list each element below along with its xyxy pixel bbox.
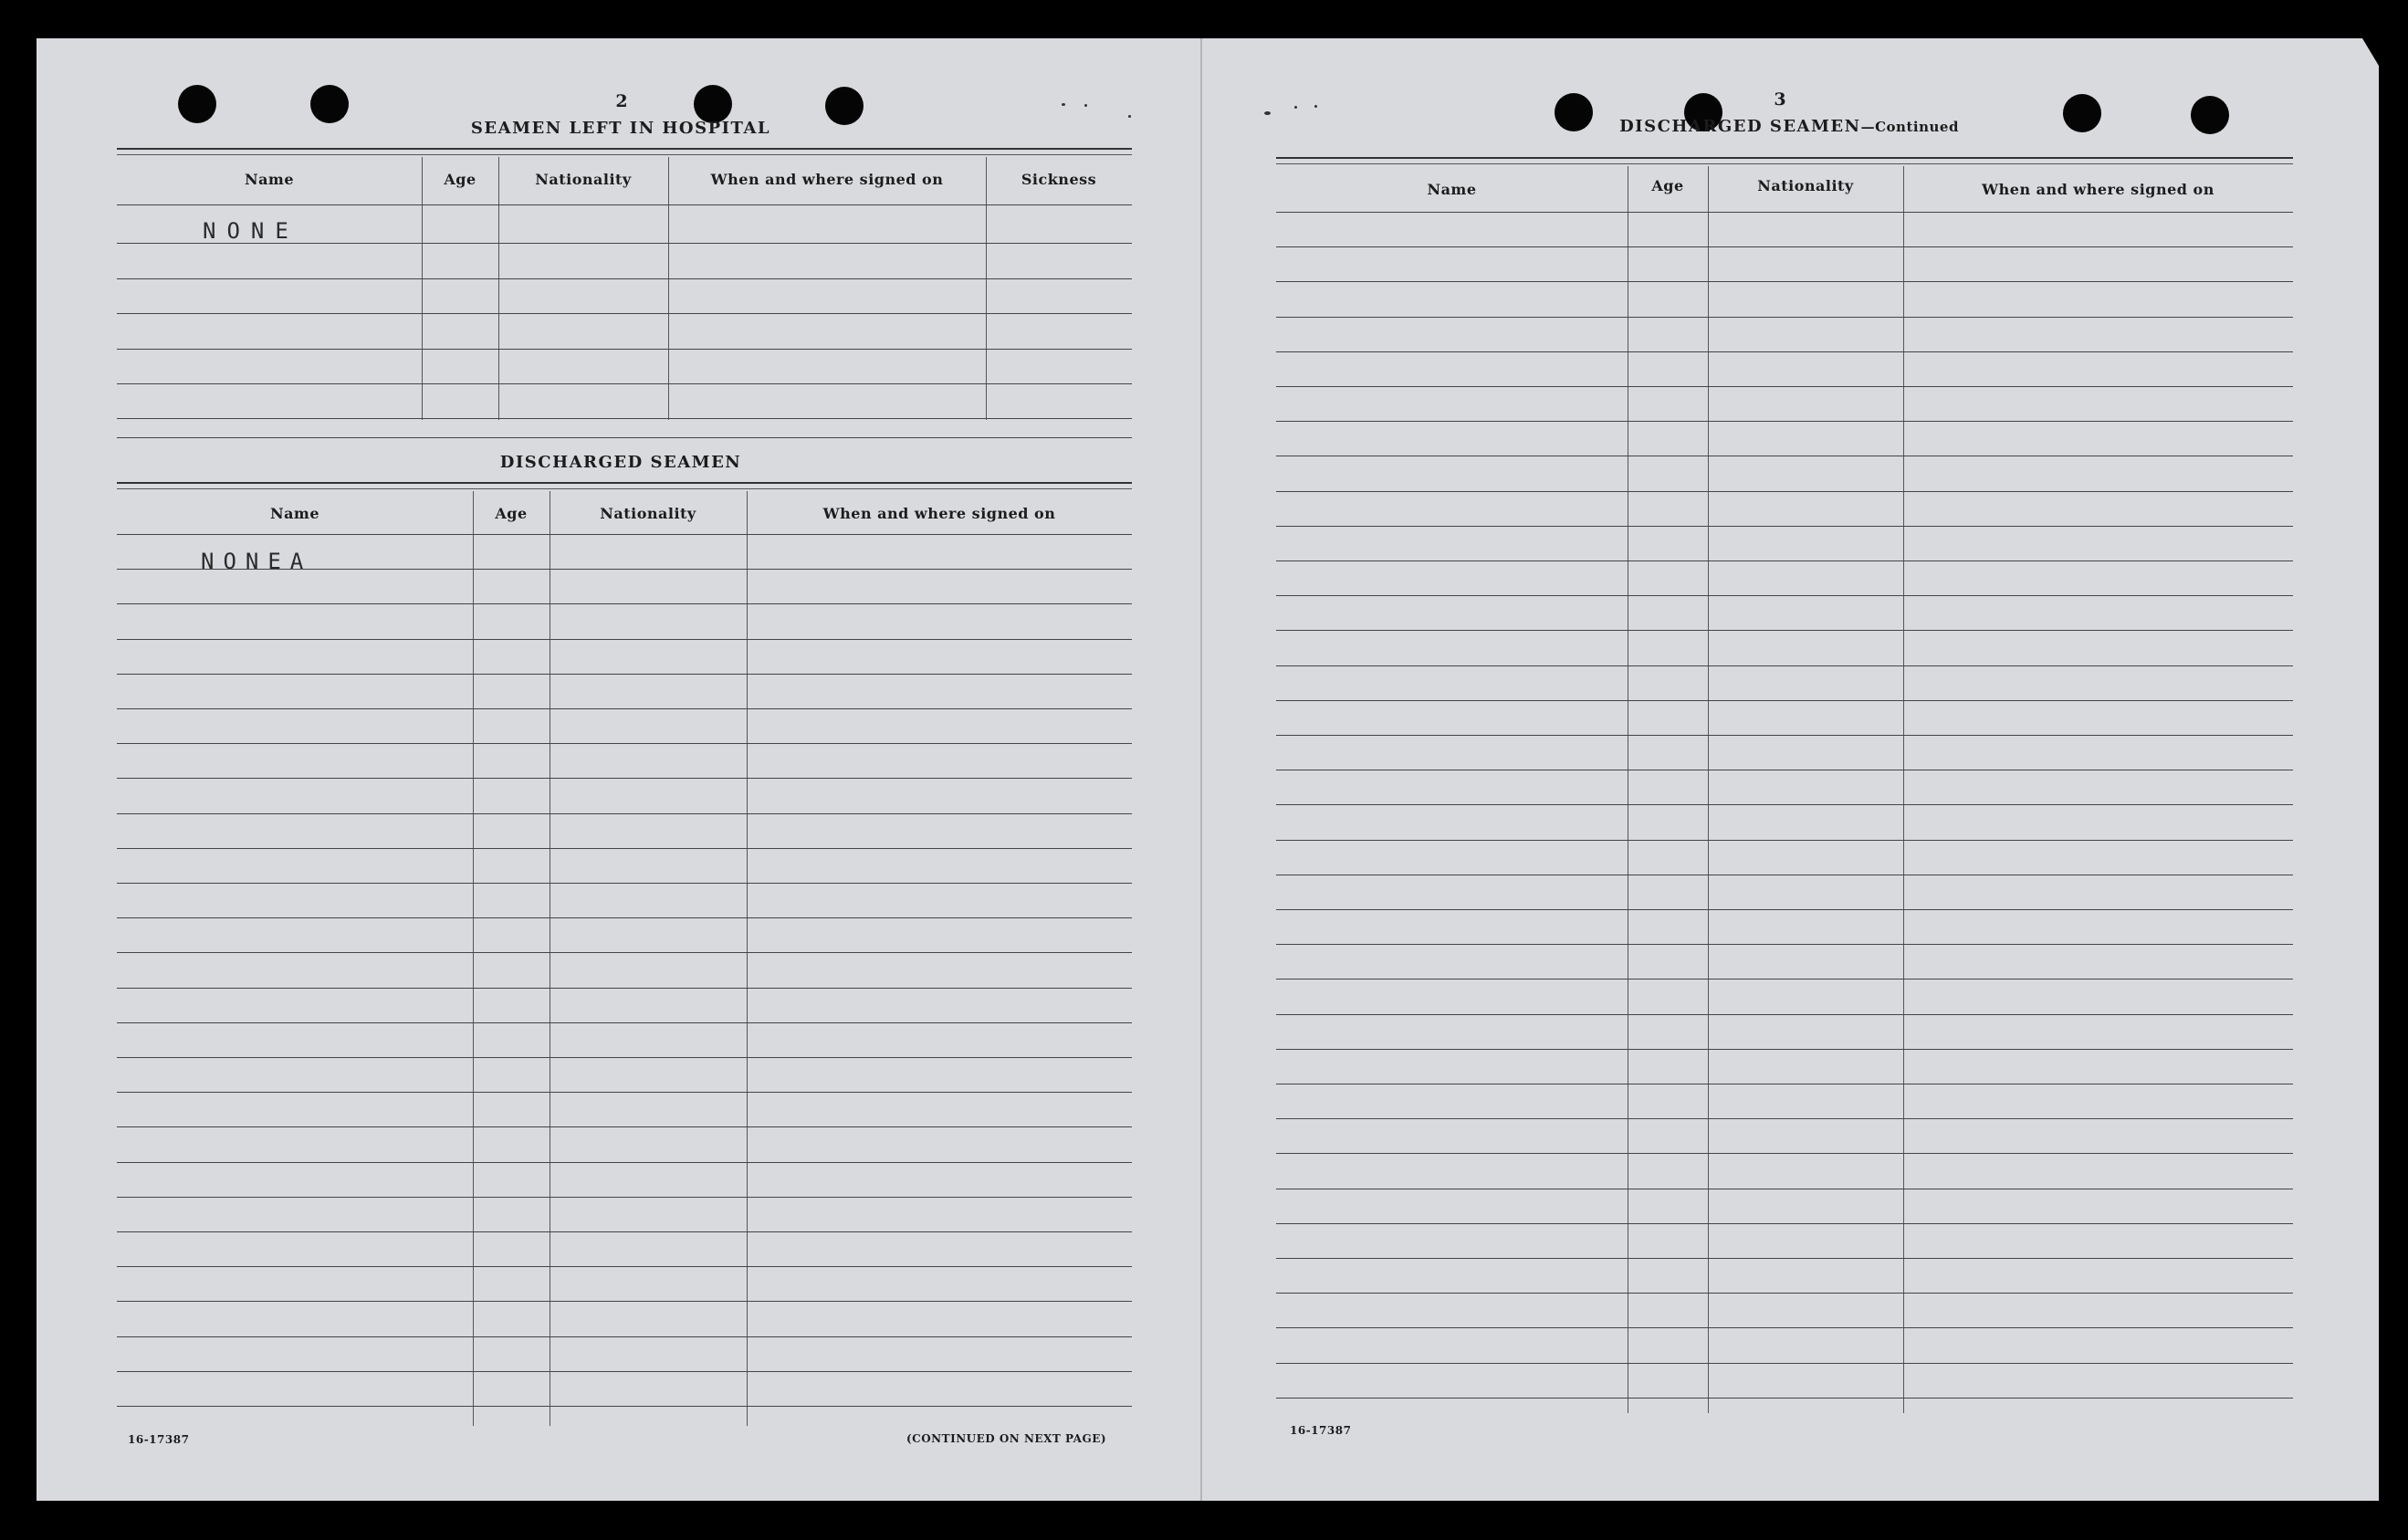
col-header-nationality: Nationality	[535, 171, 632, 188]
table-row-line	[1276, 979, 2293, 980]
table-row-line	[1276, 700, 2293, 701]
table-row-line	[1276, 1293, 2293, 1294]
col-header-name: Name	[1427, 181, 1477, 198]
punch-hole	[694, 85, 732, 123]
table-row-line	[1276, 386, 2293, 387]
table-row-line	[117, 743, 1132, 744]
table-row-line	[1276, 1258, 2293, 1259]
punch-hole	[310, 85, 349, 123]
table-row-line	[117, 708, 1132, 709]
table-row-line	[1276, 595, 2293, 596]
col-header-sickness: Sickness	[1021, 171, 1097, 188]
table-row-line	[1276, 1398, 2293, 1399]
table-row-line	[117, 1022, 1132, 1023]
column-divider	[1903, 166, 1904, 1413]
table-row-line	[1276, 944, 2293, 945]
hospital-entry-none: NONE	[203, 218, 299, 244]
section-rule	[117, 482, 1132, 489]
table-row-line	[1276, 1049, 2293, 1050]
column-divider	[1708, 166, 1709, 1413]
table-row-line	[1276, 909, 2293, 910]
page-fold	[1200, 38, 1202, 1501]
table-row-line	[1276, 1223, 2293, 1224]
column-divider	[986, 157, 987, 420]
discharged-entry-none: NONEA	[201, 549, 313, 574]
col-header-name: Name	[269, 505, 320, 522]
row-line	[117, 204, 1132, 205]
row-line	[117, 349, 1132, 350]
column-divider	[498, 157, 499, 420]
col-header-age: Age	[444, 171, 476, 188]
table-row-line	[1276, 735, 2293, 736]
table-row-line	[1276, 630, 2293, 631]
column-divider	[473, 491, 474, 1426]
continued-note: (CONTINUED ON NEXT PAGE)	[906, 1432, 1107, 1445]
col-header-age: Age	[495, 505, 528, 522]
punch-hole	[178, 85, 216, 123]
col-header-name: Name	[244, 171, 295, 188]
page-number: 3	[1774, 89, 1786, 110]
title-main: DISCHARGED SEAMEN	[1619, 117, 1861, 136]
table-row-line	[117, 883, 1132, 884]
table-row-line	[117, 848, 1132, 849]
table-row-line	[1276, 526, 2293, 527]
page-number: 2	[615, 91, 628, 111]
table-row-line	[117, 917, 1132, 918]
col-header-when-where: When and where signed on	[1982, 181, 2214, 198]
table-row-line	[1276, 246, 2293, 247]
column-divider	[422, 157, 423, 420]
form-number: 16-17387	[128, 1433, 190, 1446]
col-header-nationality: Nationality	[1757, 177, 1854, 194]
table-row-line	[1276, 840, 2293, 841]
table-row-line	[117, 1197, 1132, 1198]
table-row-line	[117, 1231, 1132, 1232]
col-header-age: Age	[1651, 177, 1684, 194]
table-row-line	[1276, 1118, 2293, 1119]
table-row-line	[1276, 1327, 2293, 1328]
table-row-line	[1276, 665, 2293, 666]
table-row-line	[117, 1371, 1132, 1372]
table-row-line	[117, 534, 1132, 535]
table-row-line	[1276, 491, 2293, 492]
ink-speck	[1264, 111, 1271, 115]
punch-hole	[1555, 93, 1593, 131]
table-row-line	[117, 1336, 1132, 1337]
table-row-line	[117, 952, 1132, 953]
table-row-line	[117, 813, 1132, 814]
table-row-line	[117, 1126, 1132, 1127]
table-row-line	[117, 603, 1132, 604]
ink-speck	[1084, 104, 1087, 107]
table-row-line	[117, 1301, 1132, 1302]
ink-speck	[1294, 106, 1297, 109]
table-row-line	[1276, 281, 2293, 282]
table-row-line	[117, 1266, 1132, 1267]
table-row-line	[117, 1057, 1132, 1058]
discharged-continued-title	[1607, 117, 1972, 136]
punch-hole	[2191, 96, 2229, 134]
row-line	[117, 437, 1132, 438]
row-line	[117, 313, 1132, 314]
col-header-nationality: Nationality	[600, 505, 696, 522]
row-line	[117, 243, 1132, 244]
ink-speck	[1062, 103, 1065, 106]
punch-hole	[825, 87, 864, 125]
discharged-section-title: DISCHARGED SEAMEN	[499, 453, 742, 472]
column-divider	[668, 157, 669, 420]
table-row-line	[117, 778, 1132, 779]
col-header-when-where: When and where signed on	[822, 505, 1056, 522]
section-rule	[117, 148, 1132, 155]
form-number: 16-17387	[1290, 1424, 1352, 1437]
row-line	[117, 278, 1132, 279]
hospital-section-title: SEAMEN LEFT IN HOSPITAL	[470, 119, 771, 138]
col-header-when-where: When and where signed on	[710, 171, 944, 188]
table-row-line	[117, 1092, 1132, 1093]
table-row-line	[117, 674, 1132, 675]
table-row-line	[1276, 1153, 2293, 1154]
table-row-line	[1276, 317, 2293, 318]
table-row-line	[117, 1162, 1132, 1163]
ink-speck	[1314, 105, 1317, 108]
punch-hole	[2063, 94, 2101, 132]
table-row-line	[1276, 560, 2293, 561]
section-rule	[1276, 157, 2293, 164]
ink-speck	[1128, 115, 1131, 118]
row-line	[117, 418, 1132, 419]
table-row-line	[1276, 351, 2293, 352]
table-row-line	[1276, 804, 2293, 805]
table-row-line	[117, 639, 1132, 640]
table-row-line	[1276, 212, 2293, 213]
table-row-line	[1276, 1014, 2293, 1015]
table-row-line	[117, 569, 1132, 570]
column-divider	[747, 491, 748, 1426]
table-row-line	[1276, 1363, 2293, 1364]
title-suffix: —Continued	[1860, 119, 1959, 135]
table-row-line	[117, 1406, 1132, 1407]
row-line	[117, 383, 1132, 384]
table-row-line	[117, 988, 1132, 989]
table-row-line	[1276, 421, 2293, 422]
